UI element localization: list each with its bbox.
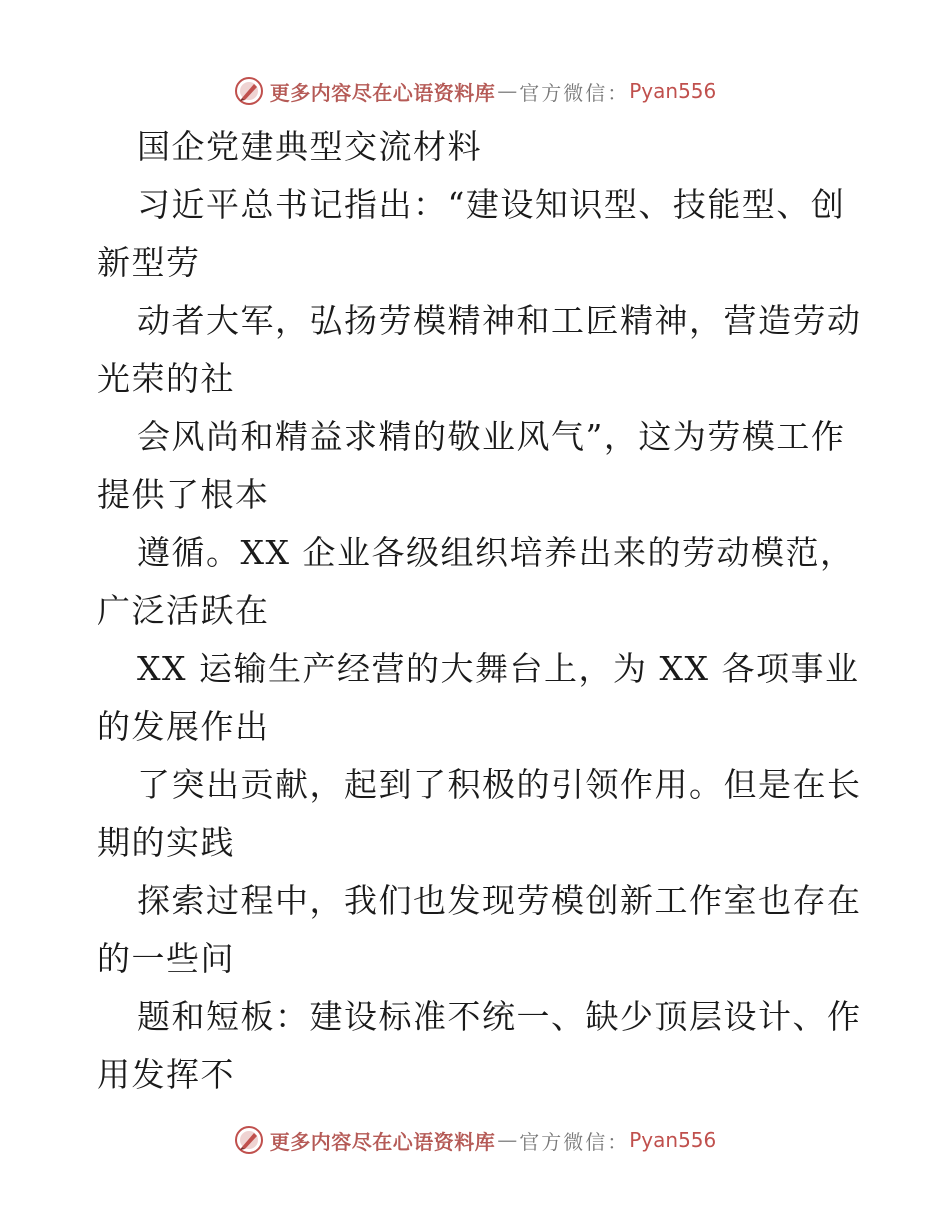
paragraph-line: XX 运输生产经营的大舞台上，为 XX 各项事业	[137, 649, 860, 688]
document-title: 国企党建典型交流材料	[137, 127, 482, 166]
document-body	[97, 118, 862, 1104]
header-banner	[0, 71, 950, 111]
banner-wechat-id: Pyan556	[629, 79, 717, 103]
paragraph-line: 动者大军，弘扬劳模精神和工匠精神，营造劳动	[137, 301, 862, 340]
paragraph-line: 题和短板：建设标准不统一、缺少顶层设计、作	[137, 997, 862, 1036]
paragraph-line: 广泛活跃在	[97, 591, 270, 630]
banner-separator: —	[497, 79, 518, 103]
paragraph-line: 的一些问	[97, 939, 235, 978]
banner-wechat-label: 官方微信：	[519, 1129, 630, 1154]
paragraph-line: 期的实践	[97, 823, 235, 862]
paragraph-line: 提供了根本	[97, 475, 270, 514]
banner-wechat-id: Pyan556	[629, 1128, 717, 1152]
paragraph-line: 会风尚和精益求精的敬业风气”，这为劳模工作	[137, 417, 846, 456]
paragraph-line: 用发挥不	[97, 1055, 235, 1094]
pen-logo-icon	[234, 76, 264, 106]
banner-wechat-label: 官方微信：	[519, 80, 630, 105]
footer-banner	[0, 1120, 950, 1160]
pen-logo-icon	[234, 1125, 264, 1155]
paragraph-line: 的发展作出	[97, 707, 270, 746]
banner-main-text: 更多内容尽在心语资料库	[269, 80, 496, 105]
paragraph-line: 习近平总书记指出：“建设知识型、技能型、创	[137, 185, 846, 224]
banner-main-text: 更多内容尽在心语资料库	[269, 1129, 496, 1154]
paragraph-line: 光荣的社	[97, 359, 235, 398]
paragraph-line: 新型劳	[97, 243, 201, 282]
banner-separator: —	[497, 1128, 518, 1152]
paragraph-line: 探索过程中，我们也发现劳模创新工作室也存在	[137, 881, 862, 920]
paragraph-line: 遵循。XX 企业各级组织培养出来的劳动模范，	[137, 533, 855, 572]
paragraph-line: 了突出贡献，起到了积极的引领作用。但是在长	[137, 765, 862, 804]
